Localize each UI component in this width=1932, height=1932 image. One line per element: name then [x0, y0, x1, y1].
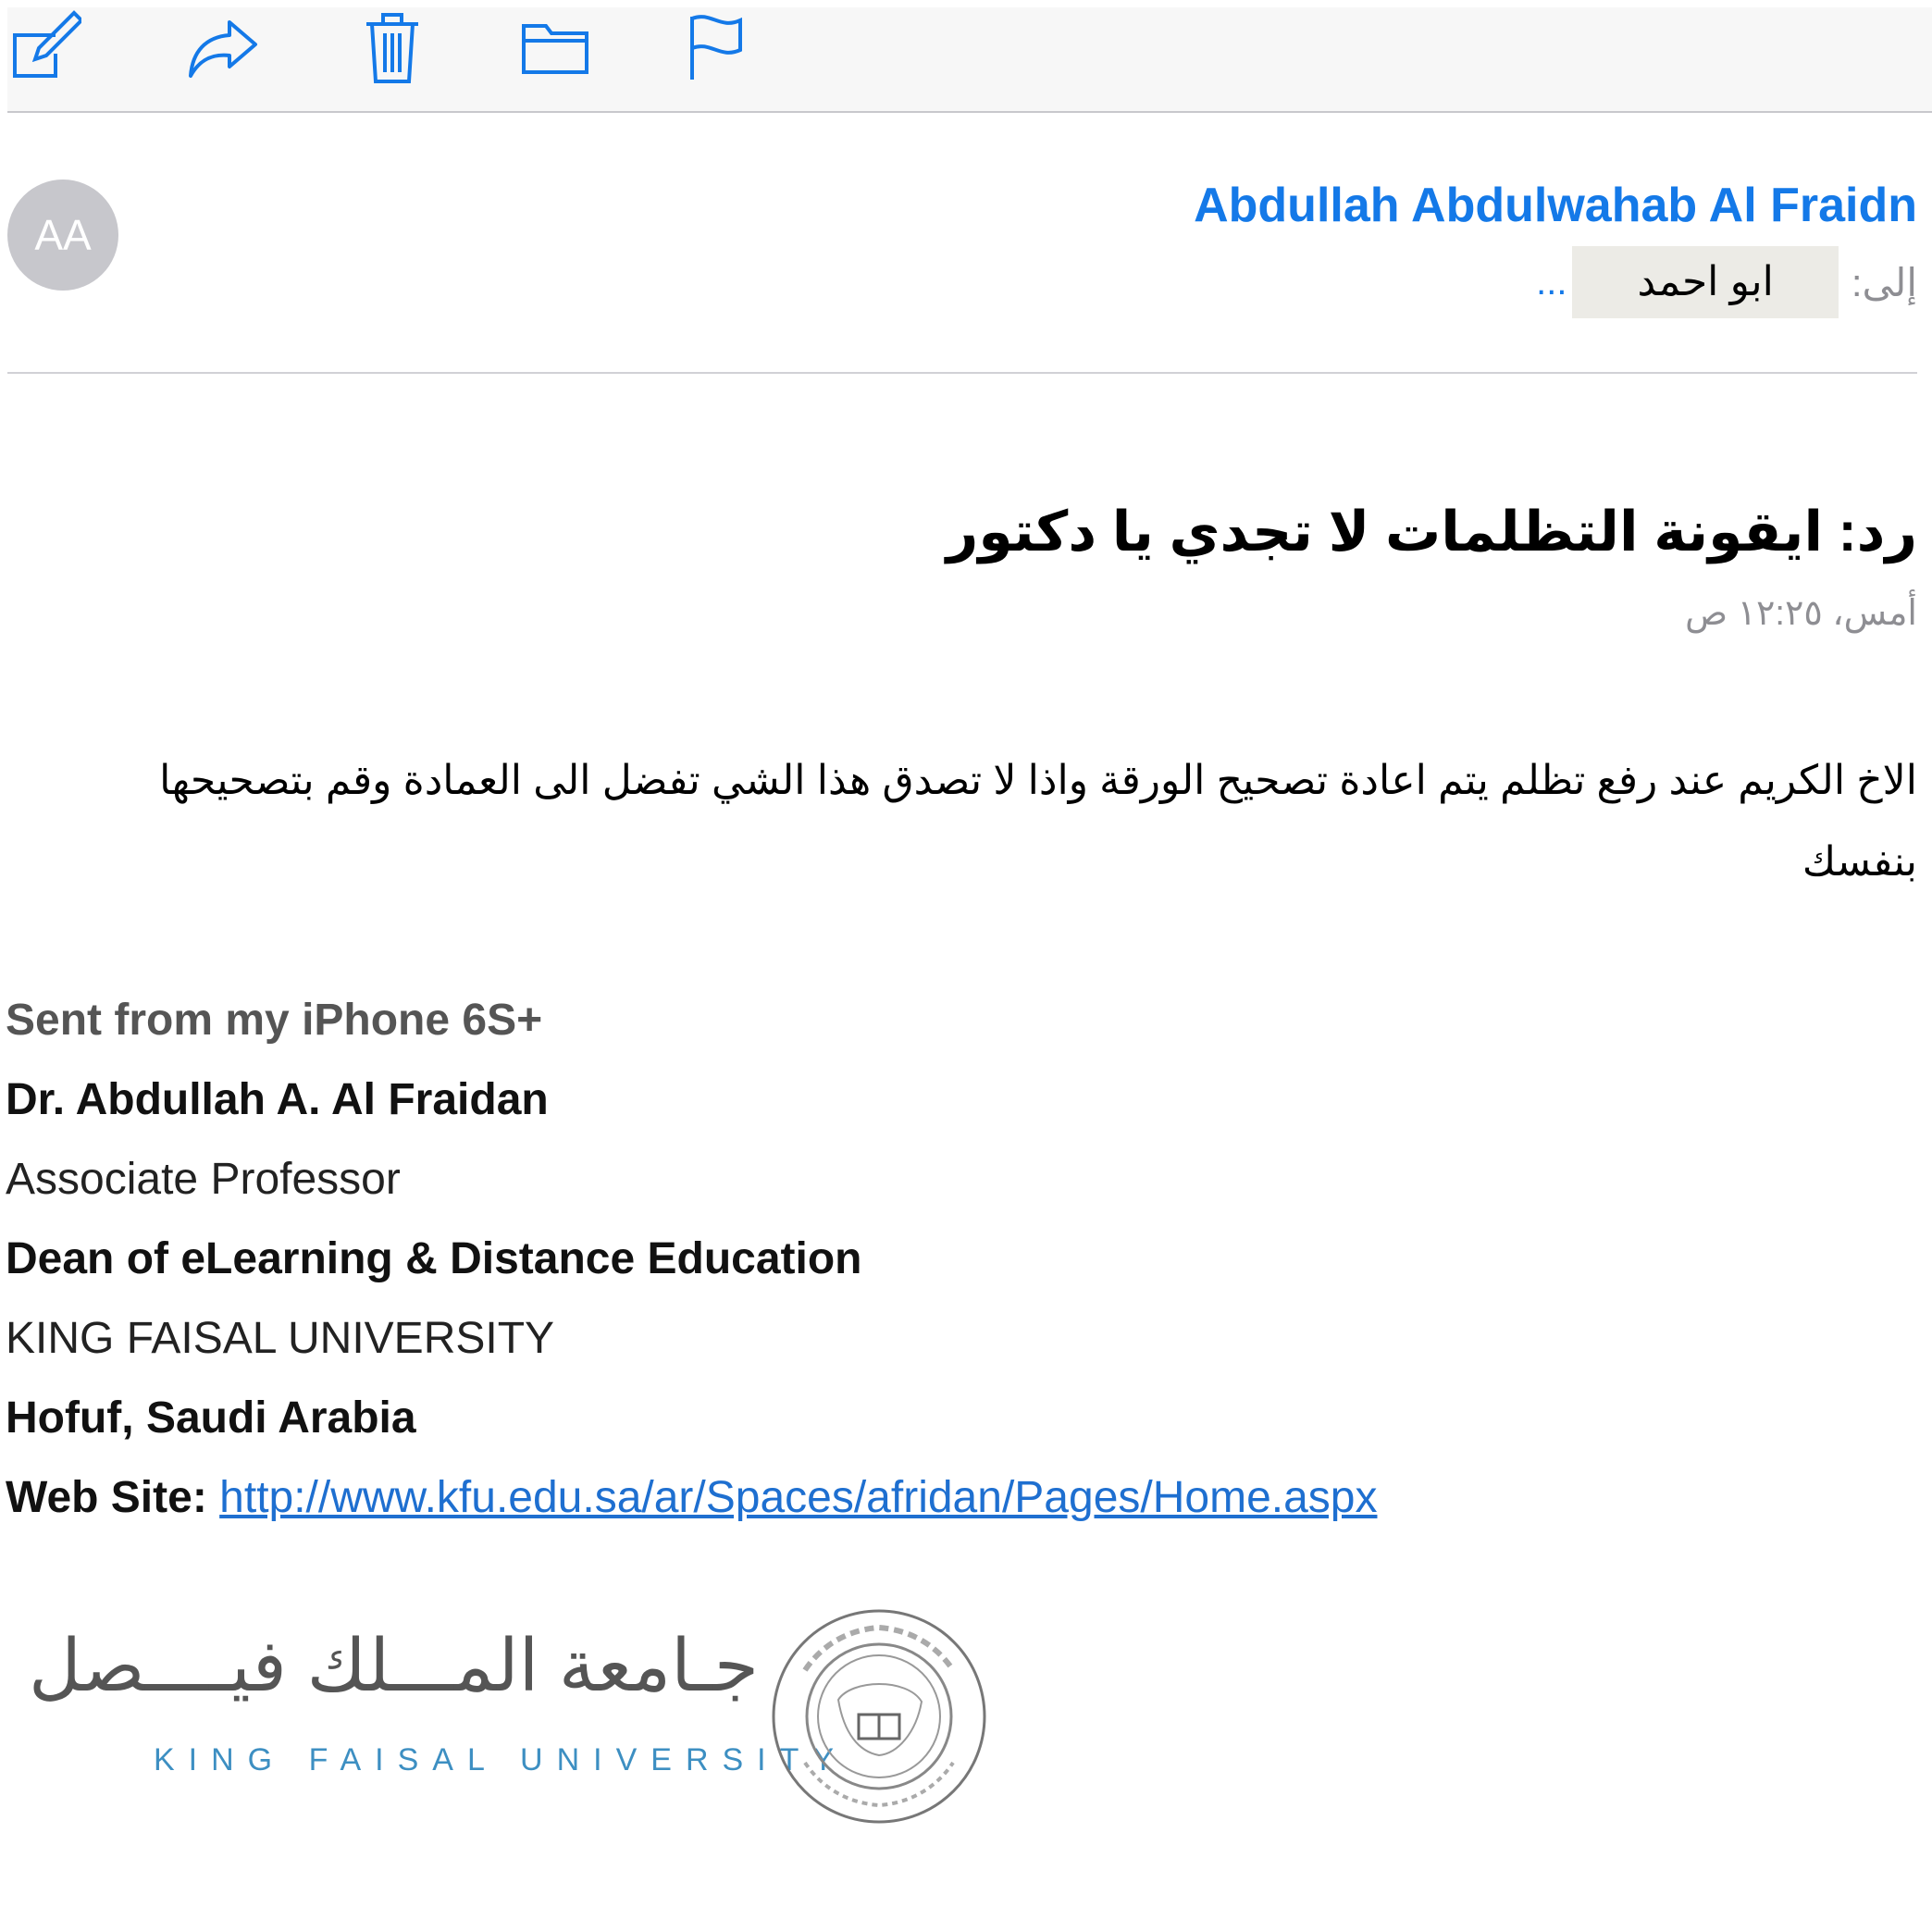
- avatar[interactable]: AA: [7, 180, 118, 291]
- recipients-row: [1536, 250, 1917, 315]
- signature-title: Associate Professor: [6, 1155, 401, 1204]
- signature-university: KING FAISAL UNIVERSITY: [6, 1314, 555, 1363]
- trash-icon[interactable]: [355, 7, 429, 93]
- signature-name: Dr. Abdullah A. Al Fraidan: [6, 1075, 549, 1124]
- compose-icon[interactable]: [7, 7, 81, 93]
- logo-english-text: KING FAISAL UNIVERSITY: [154, 1742, 848, 1777]
- signature-location: Hofuf, Saudi Arabia: [6, 1393, 416, 1443]
- to-label: إلى:: [1851, 260, 1917, 304]
- signature-dean: Dean of eLearning & Distance Education: [6, 1234, 862, 1283]
- web-link[interactable]: http://www.kfu.edu.sa/ar/Spaces/afridan/Pages/Home.aspx: [219, 1473, 1378, 1522]
- folder-icon[interactable]: [518, 7, 592, 93]
- sender-name[interactable]: Abdullah Abdulwahab Al Fraidn: [1194, 179, 1917, 232]
- sent-from-line: Sent from my iPhone 6S+: [6, 996, 543, 1045]
- toolbar: [7, 7, 1932, 113]
- forward-icon[interactable]: [185, 7, 259, 93]
- message-subject: رد: ايقونة التظلمات لا تجدي يا دكتور: [946, 501, 1917, 563]
- header-divider: [7, 372, 1917, 374]
- message-date: أمس، ١٢:٢٥ ص: [1685, 594, 1917, 633]
- university-logo: [29, 1605, 999, 1827]
- recipient-chip[interactable]: ابو احمد: [1572, 246, 1838, 318]
- message-header: [0, 113, 1932, 372]
- signature: [6, 981, 1579, 1538]
- university-seal-icon: [768, 1605, 990, 1827]
- message-body: الاخ الكريم عند رفع تظلم يتم اعادة تصحيح الورقة واذا لا تصدق هذا الشي تفضل الى العمادة وقم بتصحيحها بنفسك: [159, 758, 1917, 885]
- web-label: Web Site:: [6, 1473, 207, 1522]
- signature-web-row: [6, 1458, 1579, 1538]
- flag-icon[interactable]: [683, 7, 757, 93]
- more-recipients-button[interactable]: ...: [1536, 261, 1567, 303]
- logo-arabic-text: جـامعة المـــلك فيــــصل: [29, 1625, 759, 1706]
